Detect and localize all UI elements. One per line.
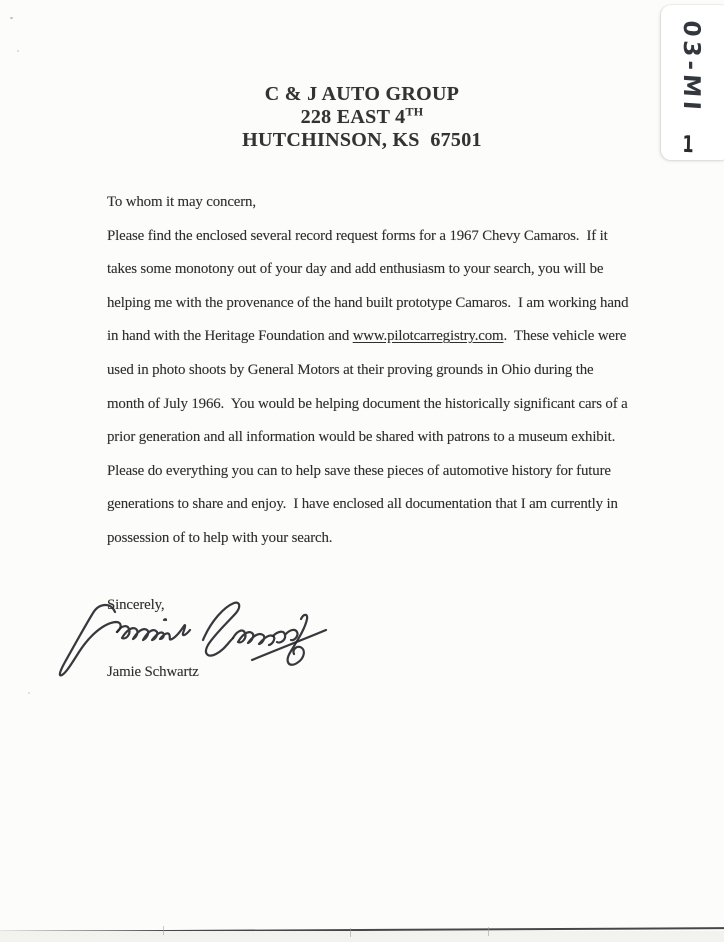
- handwritten-signature: [56, 597, 386, 681]
- url-text: www.pilotcarregistry.com: [352, 328, 504, 345]
- scan-bottom-strip: [0, 931, 724, 942]
- city-state-zip: HUTCHINSON, KS 67501: [242, 129, 482, 151]
- body-line: Please find the enclosed several record request forms for a 1967 Chevy Camaros. If it: [107, 227, 608, 244]
- body-line: generations to share and enjoy. I have enclosed all documentation that I am currently in: [107, 496, 618, 513]
- body-line-pre-url: in hand with the Heritage Foundation and: [107, 328, 353, 345]
- scan-noise-speck: [28, 692, 30, 694]
- body-line: possession of to help with your search.: [107, 529, 333, 546]
- tab-handwritten-number: 1: [682, 131, 694, 159]
- salutation: To whom it may concern,: [107, 194, 256, 210]
- company-name: C & J AUTO GROUP: [264, 83, 460, 105]
- body-line: used in photo shoots by General Motors at their proving grounds in Ohio during the: [107, 361, 594, 378]
- letterhead: [0, 83, 724, 152]
- body-line: prior generation and all information would be shared with patrons to a museum exhibit.: [107, 429, 616, 446]
- body-line: Please do everything you can to help save these pieces of automotive history for future: [107, 462, 611, 479]
- street-ordinal: TH: [405, 104, 424, 119]
- body-line: takes some monotony out of your day and add enthusiasm to your search, you will be: [107, 261, 604, 278]
- signed-name: Jamie Schwartz: [107, 664, 199, 681]
- body-line: month of July 1966. You would be helping document the historically significant cars of a: [107, 395, 628, 412]
- scan-noise-speck: [10, 17, 13, 19]
- scan-noise-tick: [488, 927, 489, 936]
- tab-handwritten-label: 03-MI: [678, 19, 704, 115]
- street-address-text: 228 EAST 4: [300, 106, 406, 128]
- scan-noise-tick: [163, 926, 164, 935]
- street-address: [0, 106, 724, 129]
- scan-noise-speck: [17, 50, 19, 52]
- body-line-post-url: . These vehicle were: [503, 328, 627, 345]
- file-index-tab: [661, 5, 724, 160]
- scan-noise-tick: [350, 928, 351, 937]
- valediction: Sincerely,: [107, 597, 165, 614]
- body-line-with-url: [107, 320, 652, 354]
- body-line: helping me with the provenance of the hand built prototype Camaros. I am working hand: [107, 294, 629, 311]
- spacer-line: [107, 556, 652, 590]
